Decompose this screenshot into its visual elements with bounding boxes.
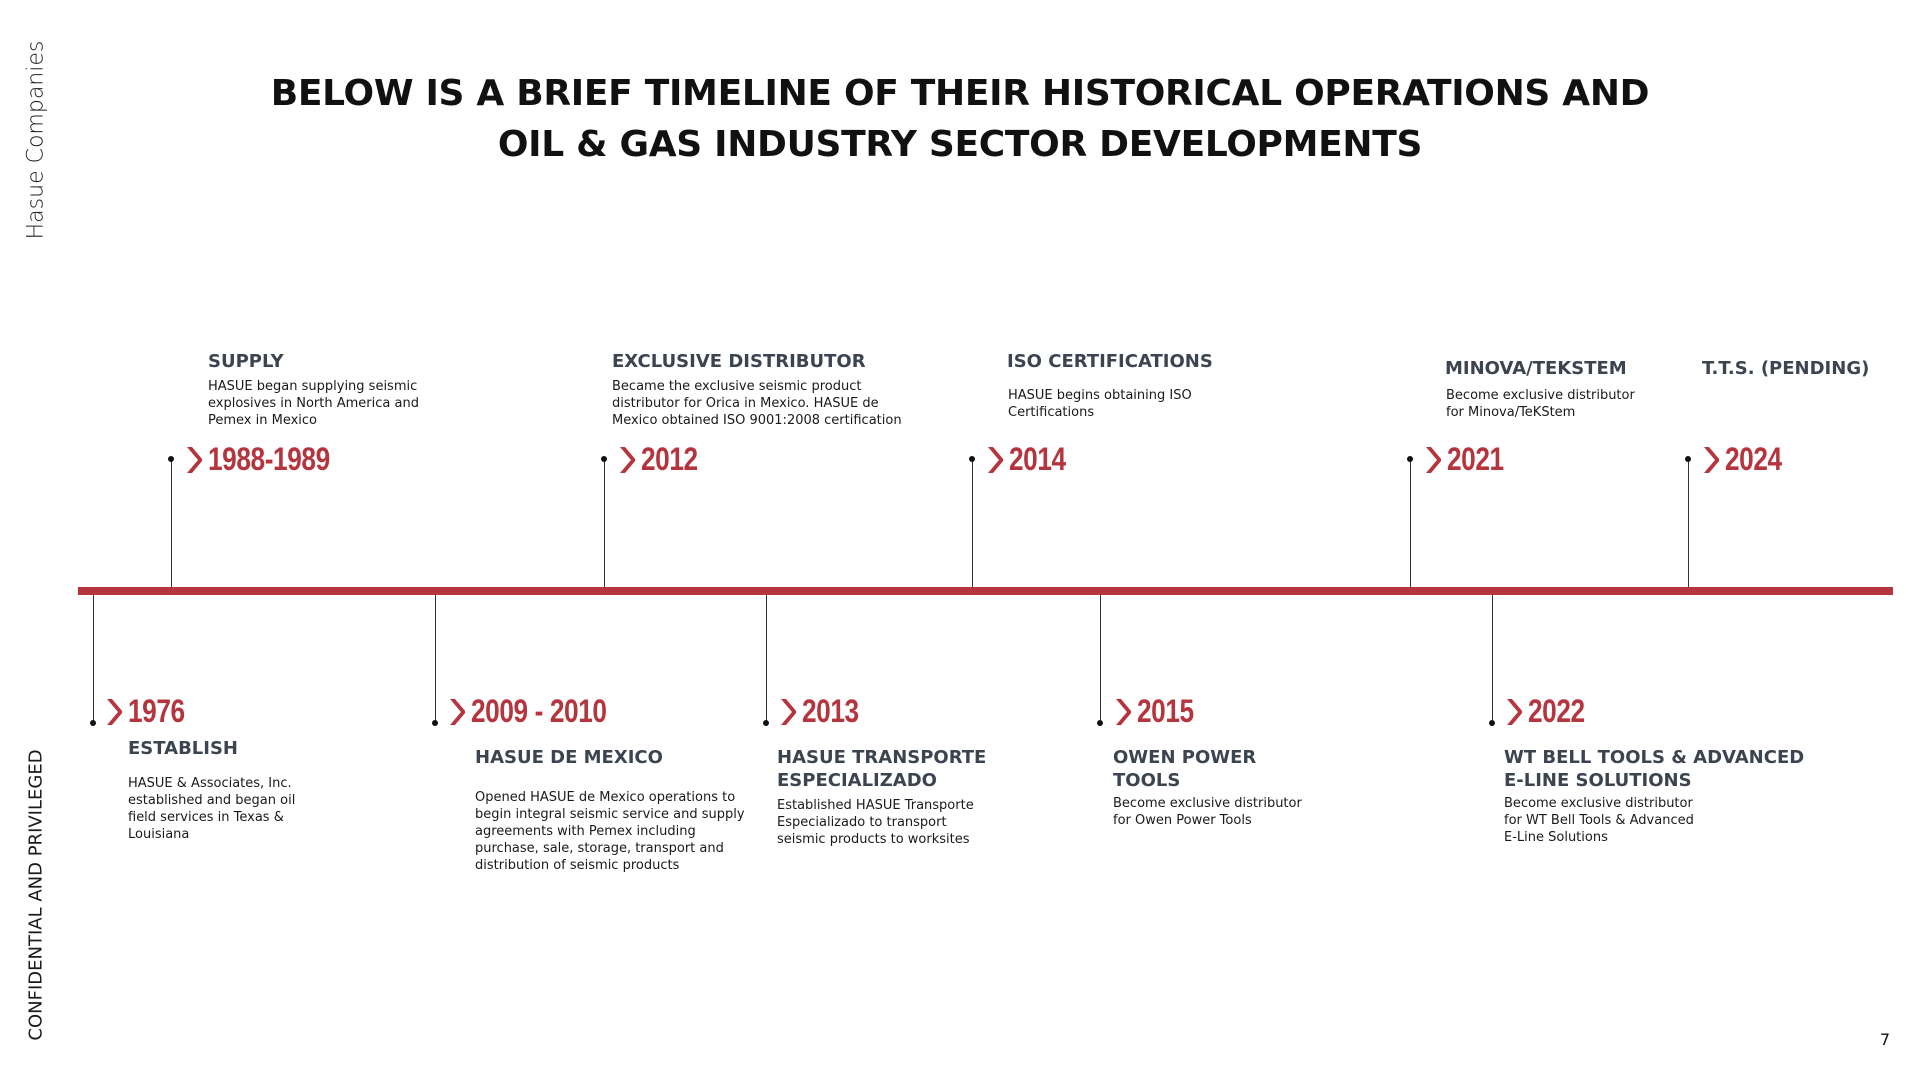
timeline-stem [171, 459, 172, 587]
timeline-dot [432, 720, 438, 726]
title-line-2: OIL & GAS INDUSTRY SECTOR DEVELOPMENTS [497, 124, 1423, 165]
timeline-dot [1685, 456, 1691, 462]
event-description: Become exclusive distributor for Minova/TeKStem [1446, 388, 1635, 420]
event-description: Opened HASUE de Mexico operations to begin integral seismic service and supply agreements with Pemex including purchase, sale, storage, transport and distribution of seismic products [475, 790, 745, 873]
chevron-right-icon [1113, 697, 1131, 727]
event-description: HASUE & Associates, Inc. established and began oil field services in Texas & Louisiana [128, 776, 296, 842]
timeline-stem [93, 595, 94, 723]
event-description: Became the exclusive seismic product distributor for Orica in Mexico. HASUE de Mexico obtained ISO 9001:2008 certification [612, 379, 902, 428]
confidential-vertical-label: CONFIDENTIAL AND PRIVILEGED [25, 749, 47, 1041]
timeline-dot [1407, 456, 1413, 462]
event-heading: OWEN POWER TOOLS [1113, 747, 1257, 791]
event-year: 2021 [1447, 441, 1504, 477]
event-description: Established HASUE Transporte Especializado to transport seismic products to worksites [777, 798, 974, 847]
chevron-right-icon [985, 445, 1003, 475]
event-description: HASUE began supplying seismic explosives in North America and Pemex in Mexico [208, 379, 419, 428]
event-year: 1988-1989 [208, 441, 330, 477]
event-year-row [1504, 693, 1597, 730]
event-year: 2013 [802, 693, 859, 729]
event-year: 2022 [1528, 693, 1585, 729]
timeline-stem [1688, 459, 1689, 587]
event-heading: HASUE TRANSPORTE ESPECIALIZADO [777, 747, 987, 791]
event-year-row [1423, 441, 1516, 478]
timeline-stem [1100, 595, 1101, 723]
event-heading: WT BELL TOOLS & ADVANCED E-LINE SOLUTIONS [1504, 747, 1805, 791]
timeline-dot [601, 456, 607, 462]
event-year: 2024 [1725, 441, 1782, 477]
timeline-dot [1489, 720, 1495, 726]
event-heading: SUPPLY [208, 351, 284, 372]
chevron-right-icon [1423, 445, 1441, 475]
event-year: 2014 [1009, 441, 1066, 477]
chevron-right-icon [184, 445, 202, 475]
event-heading: T.T.S. (PENDING) [1702, 358, 1870, 379]
timeline-dot [1097, 720, 1103, 726]
event-heading: ISO CERTIFICATIONS [1007, 351, 1213, 372]
event-year-row [985, 441, 1078, 478]
timeline-stem [972, 459, 973, 587]
timeline-axis [78, 587, 1893, 595]
chevron-right-icon [1504, 697, 1522, 727]
event-year-row [1113, 693, 1206, 730]
timeline-stem [435, 595, 436, 723]
timeline-dot [168, 456, 174, 462]
chevron-right-icon [778, 697, 796, 727]
event-heading: HASUE DE MEXICO [475, 747, 663, 768]
chevron-right-icon [447, 697, 465, 727]
timeline-dot [90, 720, 96, 726]
timeline-stem [766, 595, 767, 723]
timeline-stem [604, 459, 605, 587]
event-year-row [447, 693, 636, 730]
chevron-right-icon [617, 445, 635, 475]
event-year-row [184, 441, 357, 478]
event-description: HASUE begins obtaining ISO Certifications [1008, 388, 1192, 420]
event-year-row [1701, 441, 1794, 478]
timeline-stem [1410, 459, 1411, 587]
event-year: 2012 [641, 441, 698, 477]
event-year-row [104, 693, 197, 730]
event-year-row [778, 693, 871, 730]
event-description: Become exclusive distributor for Owen Power Tools [1113, 796, 1302, 828]
chevron-right-icon [1701, 445, 1719, 475]
timeline-stem [1492, 595, 1493, 723]
page-title [0, 68, 1920, 170]
event-year-row [617, 441, 710, 478]
brand-vertical-label: Hasue Companies [23, 40, 49, 240]
timeline-dot [763, 720, 769, 726]
page-number: 7 [1879, 1030, 1890, 1049]
event-heading: ESTABLISH [128, 738, 238, 759]
event-year: 2009 - 2010 [471, 693, 607, 729]
title-line-1: BELOW IS A BRIEF TIMELINE OF THEIR HISTORICAL OPERATIONS AND [270, 73, 1650, 114]
chevron-right-icon [104, 697, 122, 727]
event-description: Become exclusive distributor for WT Bell Tools & Advanced E-Line Solutions [1504, 796, 1694, 845]
timeline-dot [969, 456, 975, 462]
event-year: 1976 [128, 693, 185, 729]
event-year: 2015 [1137, 693, 1194, 729]
event-heading: MINOVA/TEKSTEM [1445, 358, 1627, 379]
event-heading: EXCLUSIVE DISTRIBUTOR [612, 351, 866, 372]
